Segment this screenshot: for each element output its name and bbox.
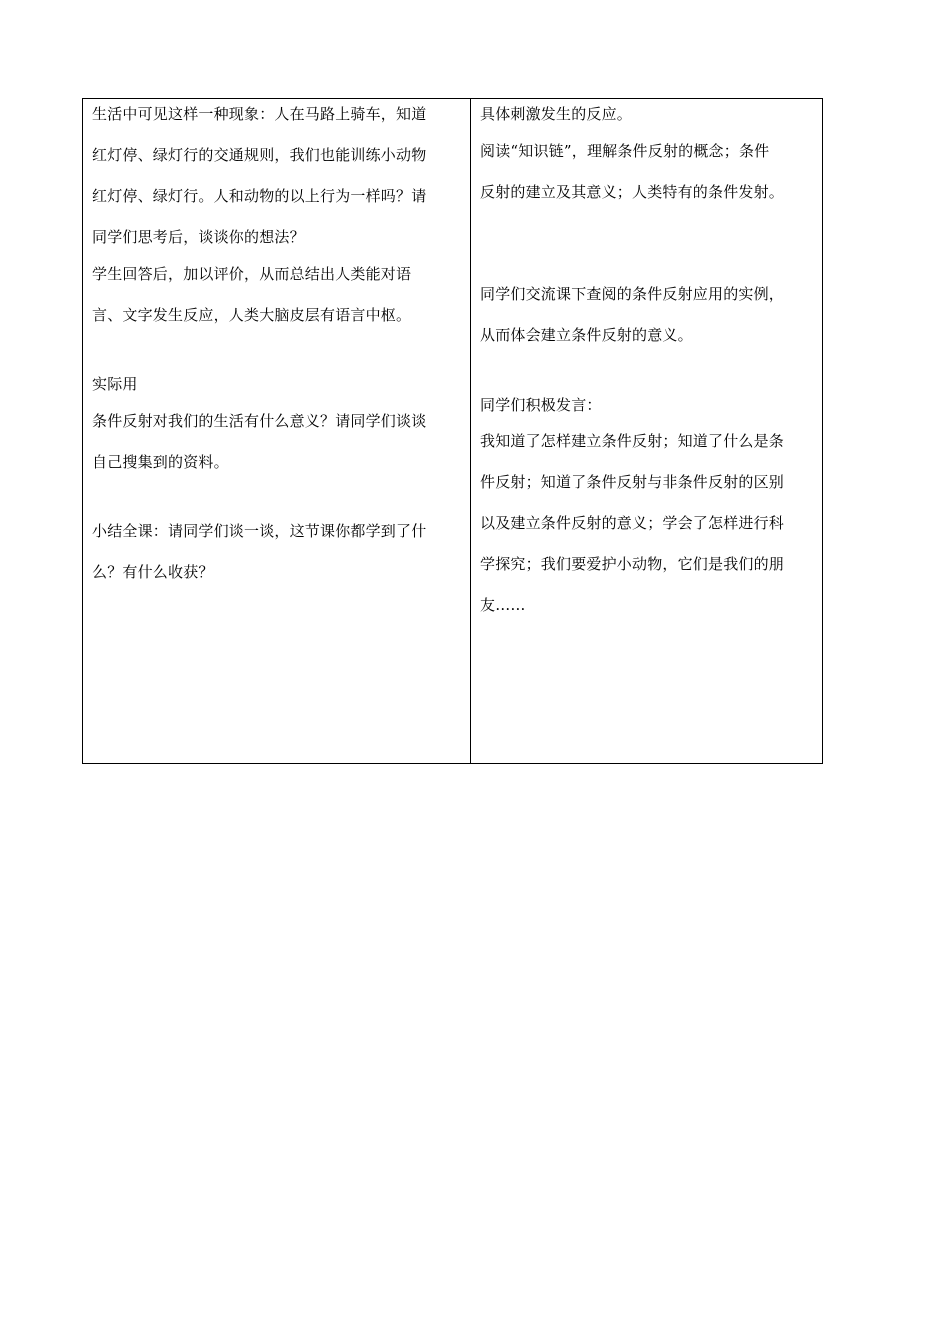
right-text-line: 具体刺激发生的反应。 — [480, 105, 633, 123]
right-text-line: 我知道了怎样建立条件反射；知道了什么是条 — [480, 432, 785, 450]
column-divider — [470, 99, 471, 763]
lesson-table — [82, 98, 823, 764]
left-text-line: 红灯停、绿灯行的交通规则，我们也能训练小动物 — [92, 146, 427, 164]
right-text-line: 同学们交流课下查阅的条件反射应用的实例， — [480, 285, 785, 303]
right-text-line: 学探究；我们要爱护小动物，它们是我们的朋 — [480, 555, 785, 573]
right-text-line: 反射的建立及其意义；人类特有的条件发射。 — [480, 183, 785, 201]
right-text-line: 件反射；知道了条件反射与非条件反射的区别 — [480, 473, 785, 491]
left-text-line: 红灯停、绿灯行。人和动物的以上行为一样吗？请 — [92, 187, 427, 205]
left-text-line: 条件反射对我们的生活有什么意义？请同学们谈谈 — [92, 412, 427, 430]
right-text-line: 友…… — [480, 596, 526, 614]
left-text-line: 学生回答后，加以评价，从而总结出人类能对语 — [92, 265, 412, 283]
left-text-line: 同学们思考后，谈谈你的想法？ — [92, 228, 305, 246]
left-text-line: 言、文字发生反应，人类大脑皮层有语言中枢。 — [92, 306, 412, 324]
right-text-line: 从而体会建立条件反射的意义。 — [480, 326, 693, 344]
left-text-line: 么？有什么收获？ — [92, 563, 214, 581]
section-heading: 实际用 — [92, 375, 138, 393]
left-text-line: 自己搜集到的资料。 — [92, 453, 229, 471]
right-text-line: 同学们积极发言： — [480, 396, 602, 414]
right-text-line: 阅读“知识链”，理解条件反射的概念；条件 — [480, 142, 770, 160]
right-text-line: 以及建立条件反射的意义；学会了怎样进行科 — [480, 514, 785, 532]
left-text-line: 小结全课：请同学们谈一谈，这节课你都学到了什 — [92, 522, 427, 540]
left-text-line: 生活中可见这样一种现象：人在马路上骑车，知道 — [92, 105, 427, 123]
